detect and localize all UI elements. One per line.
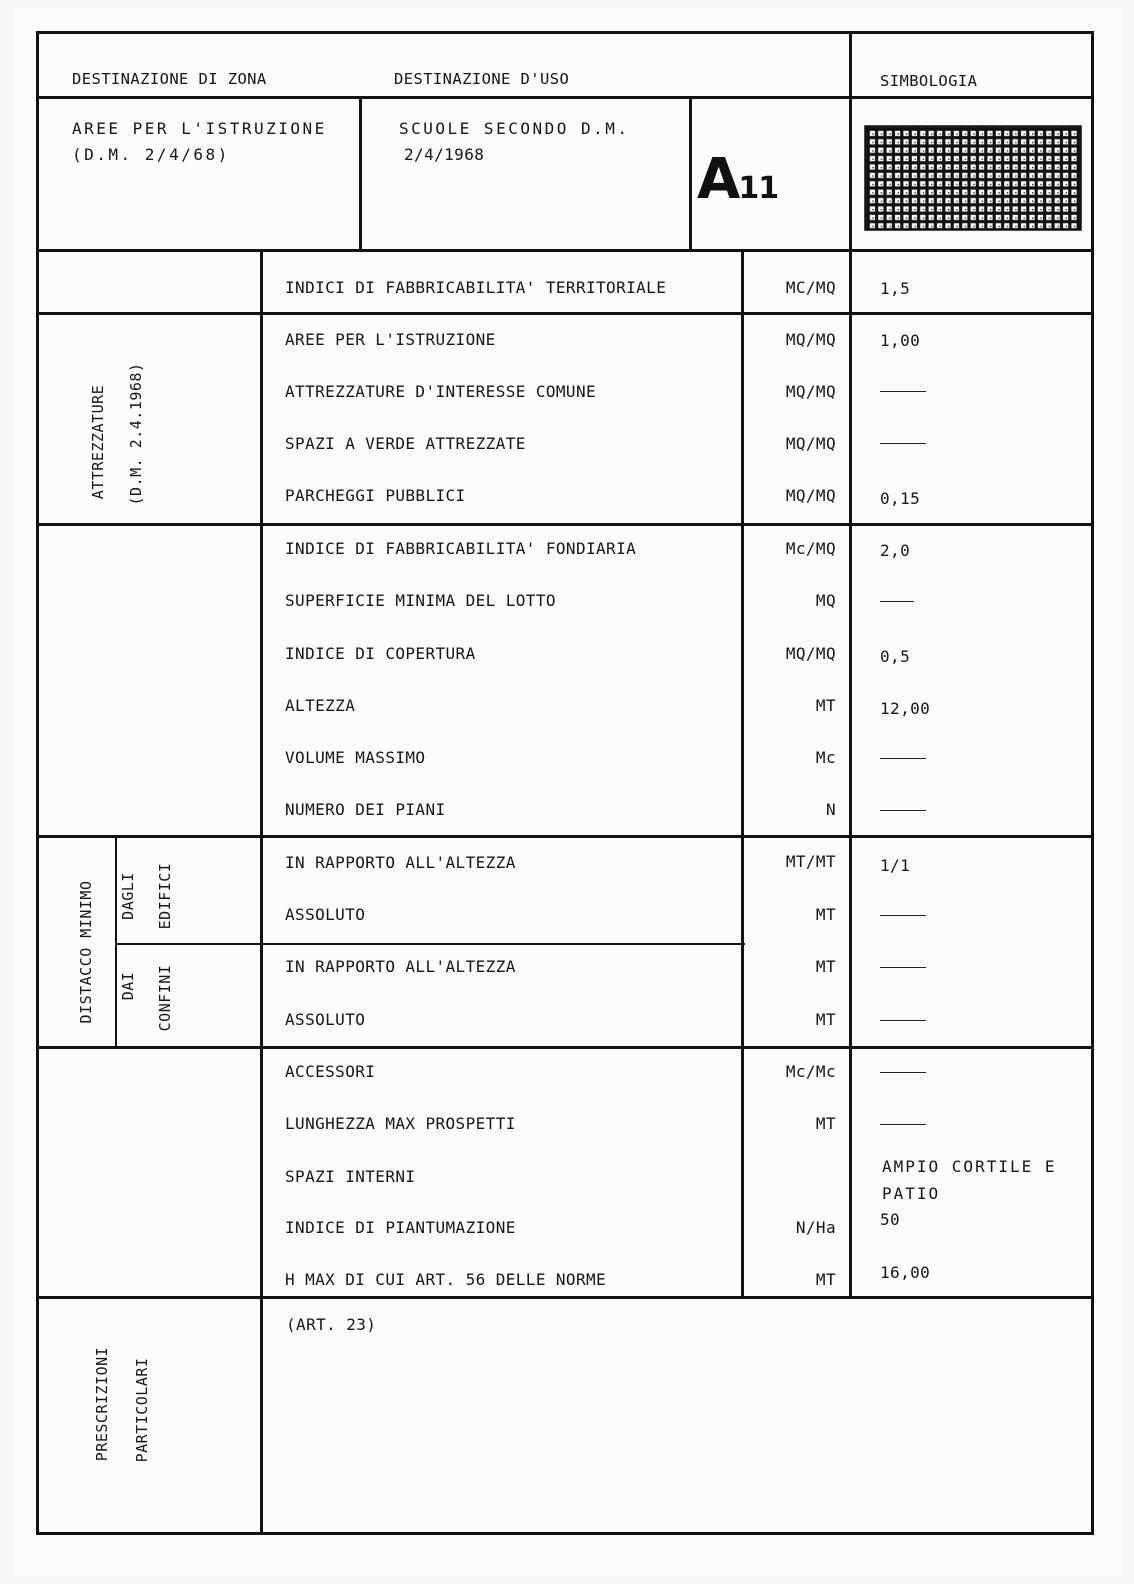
empty-value-dash bbox=[880, 915, 926, 916]
distacco-confini-label-1: DAI bbox=[119, 971, 137, 1001]
altri-row-value: 50 bbox=[880, 1210, 901, 1229]
empty-value-dash bbox=[880, 391, 926, 392]
fondiaria-row-value: 12,00 bbox=[880, 699, 931, 718]
zone-code bbox=[697, 147, 779, 212]
attrezzature-row-unit: MQ/MQ bbox=[785, 486, 836, 505]
uso-value-line1: SCUOLE SECONDO D.M. bbox=[399, 119, 630, 138]
symbol-crosshatch-icon bbox=[864, 125, 1082, 231]
rule-altri bbox=[36, 1296, 1094, 1299]
altri-row-value-line2: PATIO bbox=[882, 1184, 941, 1203]
zone-code-number: 11 bbox=[738, 171, 779, 206]
distacco-row-unit: MT bbox=[815, 905, 836, 924]
empty-value-dash bbox=[880, 1072, 926, 1073]
fondiaria-row-label: INDICE DI COPERTURA bbox=[285, 644, 476, 663]
fondiaria-row-unit: MQ/MQ bbox=[785, 644, 836, 663]
altri-row-label: SPAZI INTERNI bbox=[285, 1167, 416, 1186]
fondiaria-row-label: INDICE DI FABBRICABILITA' FONDIARIA bbox=[285, 539, 637, 558]
distacco-row-label: ASSOLUTO bbox=[285, 905, 366, 924]
rule-attrezzature bbox=[36, 523, 1094, 526]
col-label-divider bbox=[260, 249, 263, 1535]
rule-fondiaria bbox=[36, 835, 1094, 838]
rule-distacco bbox=[36, 1046, 1094, 1049]
col-distacco-divider bbox=[115, 835, 117, 1046]
empty-value-dash bbox=[880, 1020, 926, 1021]
distacco-confini-label-2: CONFINI bbox=[156, 964, 174, 1032]
fondiaria-row-unit: Mc bbox=[815, 748, 836, 767]
distacco-row-unit: MT bbox=[815, 957, 836, 976]
distacco-edifici-label-1: DAGLI bbox=[119, 872, 137, 920]
altri-row-label: LUNGHEZZA MAX PROSPETTI bbox=[285, 1114, 516, 1133]
rule-header bbox=[36, 96, 1094, 99]
fondiaria-row-label: ALTEZZA bbox=[285, 696, 356, 715]
distacco-row-unit: MT bbox=[815, 1010, 836, 1029]
fondiaria-row-unit: Mc/MQ bbox=[785, 539, 836, 558]
altri-row-value-line1: AMPIO CORTILE E bbox=[882, 1157, 1057, 1176]
empty-value-dash bbox=[880, 758, 926, 759]
fondiaria-row-unit: N bbox=[825, 800, 836, 819]
header-simbologia-label: SIMBOLOGIA bbox=[880, 72, 978, 90]
empty-value-dash bbox=[880, 810, 926, 811]
altri-row-unit: Mc/Mc bbox=[785, 1062, 836, 1081]
rule-header-values bbox=[36, 249, 1094, 252]
empty-value-dash bbox=[880, 601, 914, 602]
empty-value-dash bbox=[880, 1124, 926, 1125]
distacco-edifici-label-2: EDIFICI bbox=[156, 862, 174, 930]
territoriale-label: INDICI DI FABBRICABILITA' TERRITORIALE bbox=[285, 278, 667, 297]
col-code-divider bbox=[689, 96, 692, 249]
distacco-row-value: 1/1 bbox=[880, 856, 911, 875]
table-frame bbox=[36, 31, 1094, 1535]
distacco-row-label: IN RAPPORTO ALL'ALTEZZA bbox=[285, 853, 516, 872]
prescrizioni-text: (ART. 23) bbox=[286, 1315, 377, 1334]
altri-row-unit: MT bbox=[815, 1114, 836, 1133]
fondiaria-row-unit: MQ bbox=[815, 591, 836, 610]
distacco-row-unit: MT/MT bbox=[785, 852, 836, 871]
col-zona-divider bbox=[359, 96, 362, 249]
fondiaria-row-label: NUMERO DEI PIANI bbox=[285, 800, 446, 819]
altri-row-unit: MT bbox=[815, 1270, 836, 1289]
fondiaria-row-unit: MT bbox=[815, 696, 836, 715]
col-simbologia-divider bbox=[849, 31, 852, 1296]
altri-row-label: ACCESSORI bbox=[285, 1062, 376, 1081]
altri-row-unit: N/Ha bbox=[795, 1218, 836, 1237]
attrezzature-group-label: ATTREZZATURE bbox=[89, 384, 107, 500]
fondiaria-row-value: 0,5 bbox=[880, 647, 911, 666]
uso-value-line2: 2/4/1968 bbox=[404, 145, 485, 164]
rule-distacco-split bbox=[115, 943, 745, 945]
attrezzature-row-unit: MQ/MQ bbox=[785, 330, 836, 349]
distacco-row-label: IN RAPPORTO ALL'ALTEZZA bbox=[285, 957, 516, 976]
prescrizioni-label-1: PRESCRIZIONI bbox=[93, 1346, 111, 1462]
altri-row-value: 16,00 bbox=[880, 1263, 931, 1282]
attrezzature-row-value: 0,15 bbox=[880, 489, 921, 508]
attrezzature-row-label: PARCHEGGI PUBBLICI bbox=[285, 486, 466, 505]
attrezzature-row-label: SPAZI A VERDE ATTREZZATE bbox=[285, 434, 526, 453]
col-unit-divider bbox=[741, 249, 744, 1296]
prescrizioni-label-2: PARTICOLARI bbox=[133, 1357, 151, 1463]
attrezzature-row-value: 1,00 bbox=[880, 331, 921, 350]
fondiaria-row-value: 2,0 bbox=[880, 541, 911, 560]
altri-row-label: H MAX DI CUI ART. 56 DELLE NORME bbox=[285, 1270, 607, 1289]
empty-value-dash bbox=[880, 443, 926, 444]
territoriale-value: 1,5 bbox=[880, 279, 911, 298]
altri-row-label: INDICE DI PIANTUMAZIONE bbox=[285, 1218, 516, 1237]
attrezzature-row-unit: MQ/MQ bbox=[785, 434, 836, 453]
attrezzature-row-unit: MQ/MQ bbox=[785, 382, 836, 401]
attrezzature-row-label: ATTREZZATURE D'INTERESSE COMUNE bbox=[285, 382, 597, 401]
header-zona-label: DESTINAZIONE DI ZONA bbox=[72, 70, 267, 88]
zone-code-letter: A bbox=[697, 147, 739, 212]
distacco-row-label: ASSOLUTO bbox=[285, 1010, 366, 1029]
fondiaria-row-label: VOLUME MASSIMO bbox=[285, 748, 426, 767]
empty-value-dash bbox=[880, 967, 926, 968]
zona-value-line2: (D.M. 2/4/68) bbox=[72, 145, 230, 164]
zona-value-line1: AREE PER L'ISTRUZIONE bbox=[72, 119, 327, 138]
header-uso-label: DESTINAZIONE D'USO bbox=[394, 70, 570, 88]
distacco-group-label: DISTACCO MINIMO bbox=[77, 880, 95, 1024]
attrezzature-row-label: AREE PER L'ISTRUZIONE bbox=[285, 330, 496, 349]
fondiaria-row-label: SUPERFICIE MINIMA DEL LOTTO bbox=[285, 591, 556, 610]
rule-territoriale bbox=[36, 312, 1094, 315]
territoriale-unit: MC/MQ bbox=[785, 278, 836, 297]
attrezzature-group-sublabel: (D.M. 2.4.1968) bbox=[127, 362, 145, 506]
